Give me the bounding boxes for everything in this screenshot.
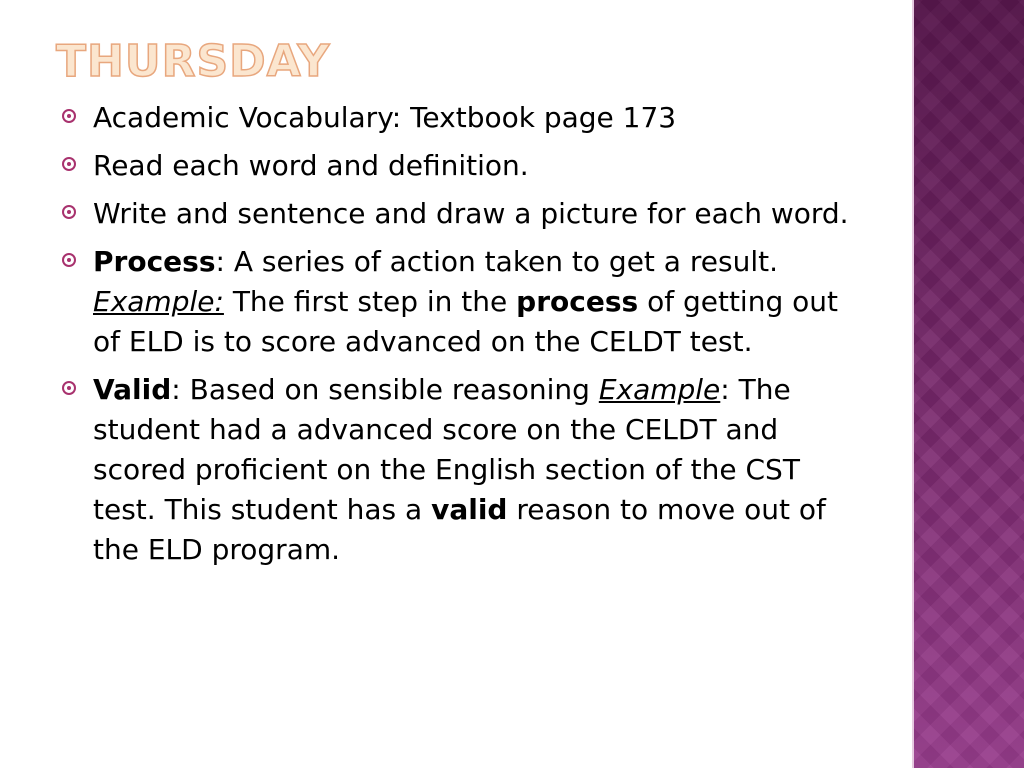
bullet-text: Academic Vocabulary: Textbook page 173 [93,101,677,134]
bullet-text: Write and sentence and draw a picture for each word. [93,197,849,230]
bullet-item-write [62,194,862,234]
bullet-icon [62,253,76,267]
example-label: Example [598,373,721,406]
example-label: Example: [93,285,224,318]
bullet-item-valid [62,370,862,570]
example-text: The student had a advanced score on the CELDT and scored proficient on the English section of the CST test. This student has a [93,373,800,526]
slide-title: THURSDAY [56,36,331,87]
example-text-end: reason to move out of the ELD program. [93,493,826,566]
example-bold-term: process [516,285,639,318]
term-process: Process [93,245,216,278]
bullet-icon [62,109,76,123]
bullet-item-process [62,242,862,362]
example-bold-term: valid [431,493,508,526]
bullet-item-vocabulary [62,98,862,138]
example-text-end: of getting out of ELD is to score advanced on the CELDT test. [93,285,838,358]
bullet-icon [62,157,76,171]
definition-text: : A series of action taken to get a result. [215,245,778,278]
example-colon: : [720,373,730,406]
bullet-list [62,98,862,578]
bullet-text: Read each word and definition. [93,149,529,182]
bullet-icon [62,205,76,219]
example-text: The first step in the [223,285,517,318]
bullet-item-read [62,146,862,186]
definition-text: : Based on sensible reasoning [171,373,599,406]
decorative-side-panel [912,0,1024,768]
bullet-icon [62,381,76,395]
term-valid: Valid [93,373,172,406]
